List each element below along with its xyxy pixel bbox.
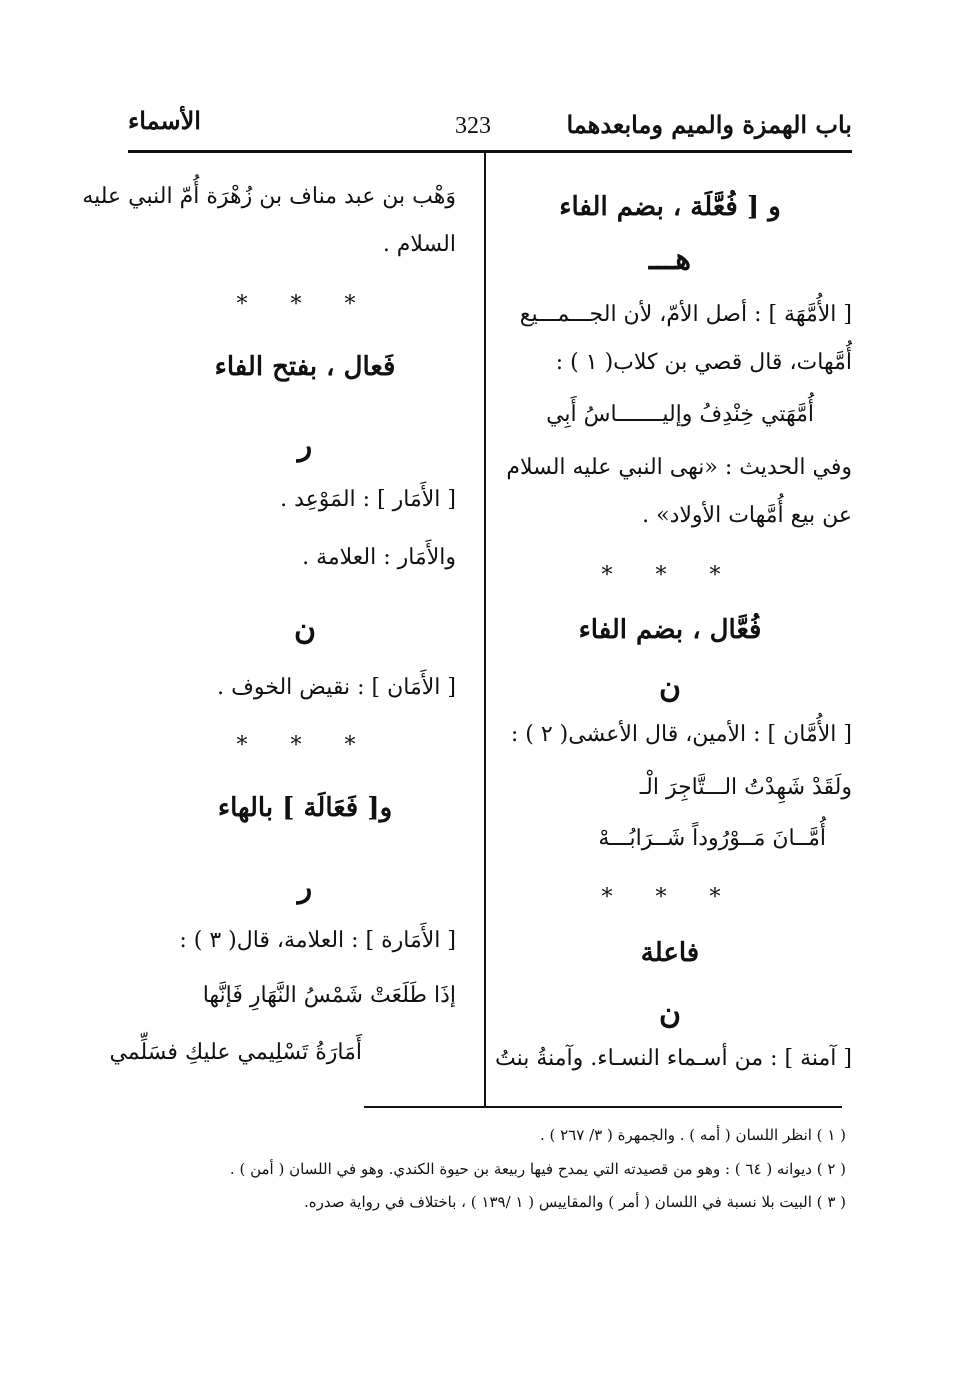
page-number: 323 [455, 113, 491, 139]
root-letter: هـــ [648, 242, 692, 277]
entry-line: [ الأَمَان ] : نقيض الخوف . [217, 675, 456, 700]
section-title: الأسماء [128, 106, 201, 135]
root-letter: ن [293, 612, 317, 647]
entry-line: [ الأُمَّان ] : الأمين، قال الأعشى( ٢ ) : [510, 722, 852, 747]
entry-heading: فاعلة [640, 938, 700, 968]
entry-line: عن بيع أُمَّهات الأولاد» . [642, 503, 852, 528]
section-separator: * * * [601, 563, 739, 588]
verse-line: أَمَارَةُ تَسْلِيمي عليكِ فسَلِّمي [109, 1040, 362, 1065]
entry-heading: فَعال ، بفتح الفاء [214, 352, 396, 382]
root-letter: ن [658, 670, 682, 705]
entry-line: [ آمنة ] : من أسـماء النسـاء. وآمنةُ بنتُ [494, 1046, 852, 1071]
section-separator: * * * [236, 292, 374, 317]
entry-line: [ الأُمَّهَة ] : أصل الأمّ، لأن الجـــمـــيع [519, 302, 852, 327]
root-letter: ر [297, 428, 313, 463]
footnote: ( ٢ ) ديوانه ( ٦٤ ) : وهو من قصيدته التي يمدح فيها ربيعة بن حيوة الكندي. وهو في اللسان ( أمن ) . [229, 1160, 846, 1178]
entry-line: والأَمَار : العلامة . [302, 545, 456, 570]
entry-heading: و[ فَعَالَة ] بالهاء [217, 793, 393, 823]
entry-line: أُمَّهات، قال قصي بن كلاب( ١ ) : [555, 350, 852, 375]
footnote: ( ٣ ) البيت بلا نسبة في اللسان ( أمر ) والمقاييس ( ١ /١٣٩ ) ، باختلاف في رواية صدره. [304, 1193, 846, 1211]
verse-line: ولَقَدْ شَهِدْتُ الـــتَّاجِرَ الْـ [639, 775, 852, 800]
section-separator: * * * [236, 733, 374, 758]
entry-heading: و [ فُعَّلَة ، بضم الفاء [559, 192, 781, 222]
entry-line: [ الأَمَار ] : المَوْعِد . [280, 487, 456, 512]
footnote-rule [364, 1106, 842, 1108]
footnote: ( ١ ) انظر اللسان ( أمه ) . والجمهرة ( ٣/ ٢٦٧ ) . [540, 1126, 846, 1144]
entry-line: [ الأَمَارة ] : العلامة، قال( ٣ ) : [179, 928, 456, 953]
entry-line: وَهْب بن عبد مناف بن زُهْرَة أُمّ النبي عليه [82, 184, 456, 209]
entry-heading: فُعَّال ، بضم الفاء [578, 615, 762, 645]
header-rule [128, 150, 852, 153]
chapter-title: باب الهمزة والميم ومابعدهما [566, 110, 852, 139]
column-divider [484, 153, 486, 1106]
verse-line: إذَا طَلَعَتْ شَمْسُ النَّهَارِ فَإنَّها [202, 983, 456, 1008]
verse-line: أُمَّهَتي خِنْدِفُ وإليـــــــاسُ أَبِي [546, 402, 814, 427]
entry-line: السلام . [382, 232, 456, 257]
root-letter: ن [658, 996, 682, 1031]
section-separator: * * * [601, 885, 739, 910]
entry-line: وفي الحديث : «نهى النبي عليه السلام [506, 455, 852, 480]
verse-line: أُمَّــانَ مَــوْرُوداً شَــرَابُـــهْ [598, 826, 826, 851]
root-letter: ر [297, 870, 313, 905]
